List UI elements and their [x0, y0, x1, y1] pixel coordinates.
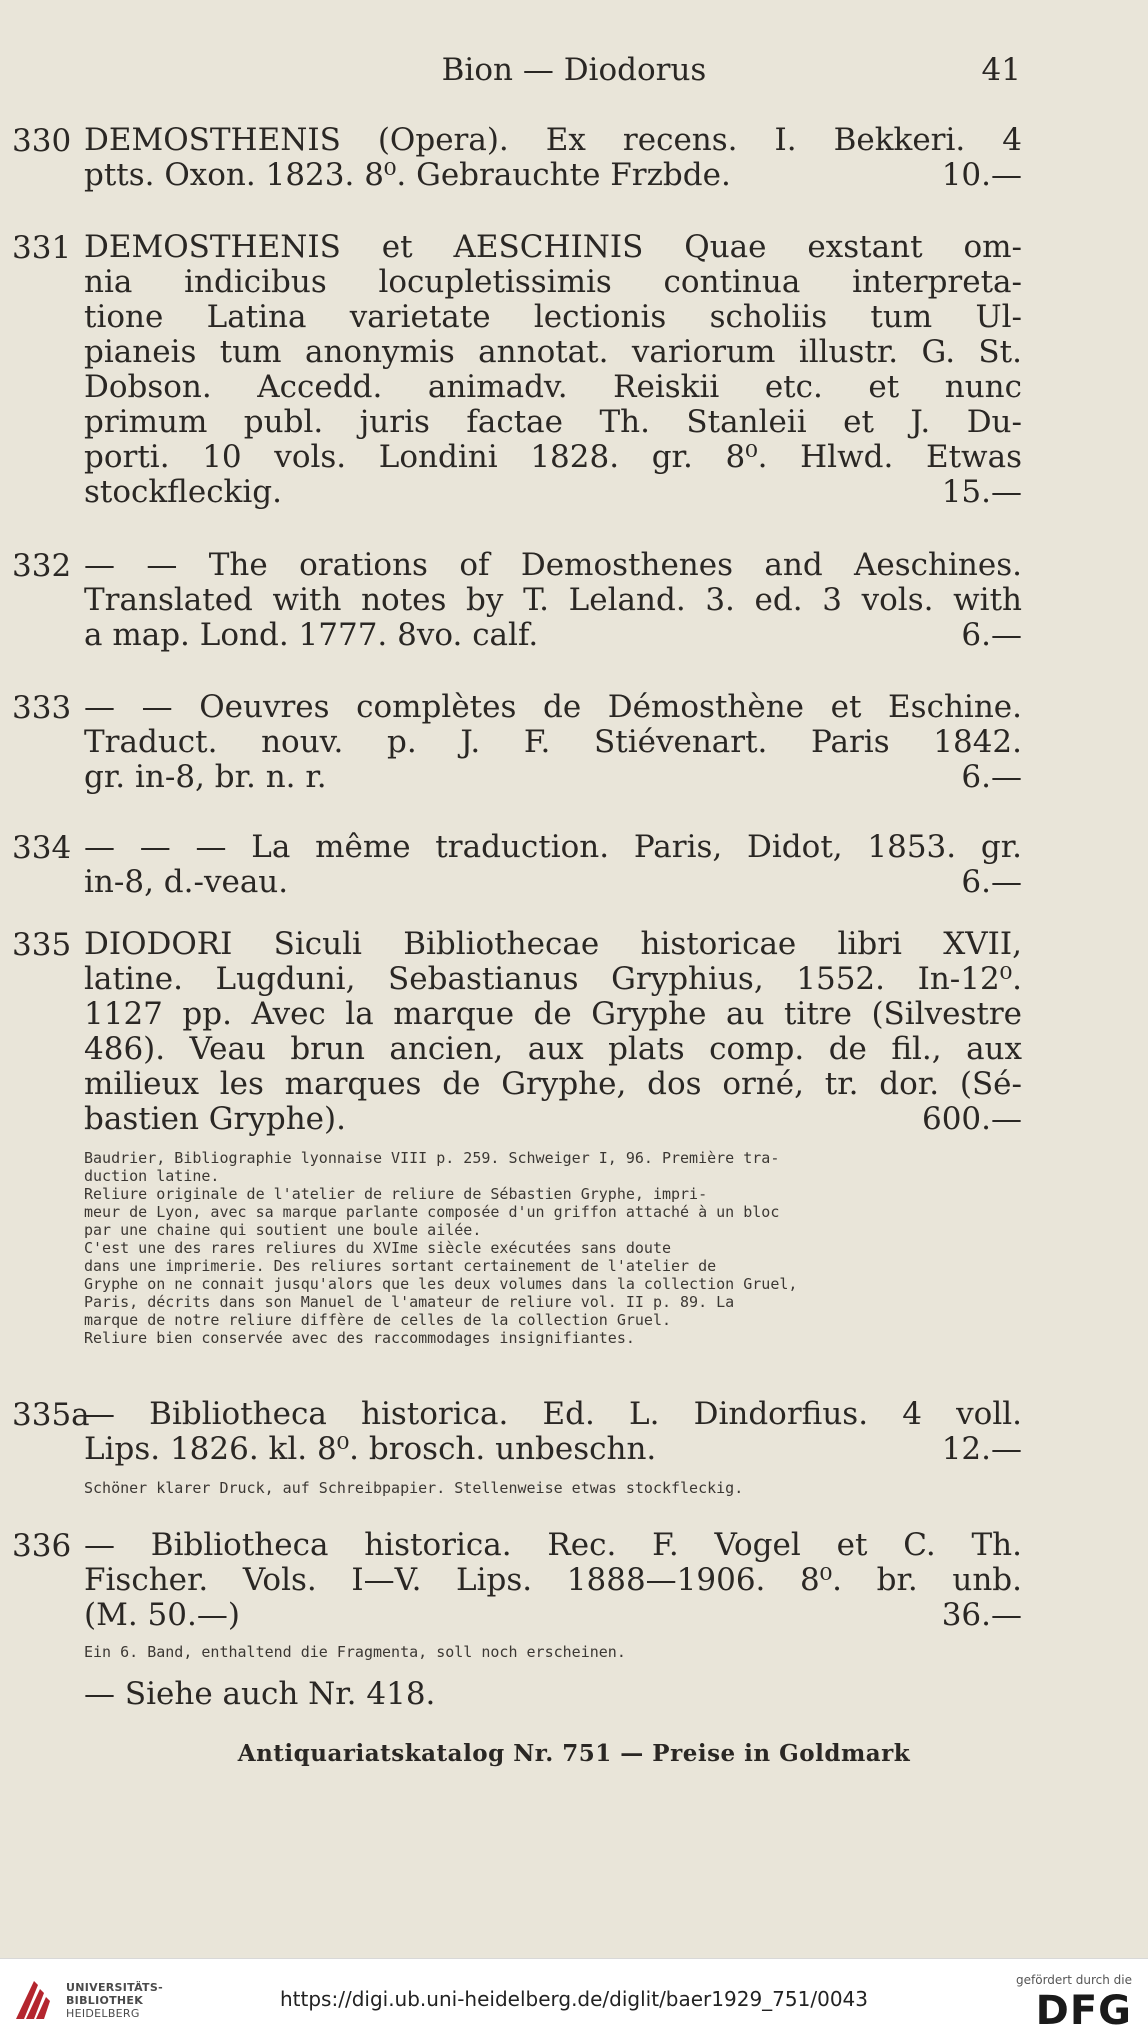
entry-line: milieux les marques de Gryphe, dos orné, tr. dor. (Sé-: [84, 1066, 1022, 1102]
entry-line: Fischer. Vols. I—V. Lips. 1888—1906. 8⁰. br. unb.: [84, 1562, 1022, 1598]
entry-line: 486). Veau brun ancien, aux plats comp. de fil., aux: [84, 1031, 1022, 1067]
price: 6.—: [961, 617, 1022, 653]
dfg-logo: DFG: [1035, 1988, 1132, 2034]
entry-line: nia indicibus locupletissimis continua interpreta-: [84, 264, 1022, 300]
entry-line: DEMOSTHENIS (Opera). Ex recens. I. Bekkeri. 4: [84, 122, 1022, 158]
price: 12.—: [941, 1431, 1022, 1467]
entry-line: Dobson. Accedd. animadv. Reiskii etc. et nunc: [84, 369, 1022, 405]
entry-line: a map. Lond. 1777. 8vo. calf. 6.—: [84, 617, 1022, 653]
price: 600.—: [921, 1101, 1022, 1137]
entry-line: — Bibliotheca historica. Rec. F. Vogel et C. Th.: [84, 1527, 1022, 1563]
price: 15.—: [941, 474, 1022, 510]
price: 10.—: [941, 157, 1022, 193]
see-also: — Siehe auch Nr. 418.: [84, 1676, 436, 1712]
entry-note-336: Ein 6. Band, enthaltend die Fragmenta, soll noch erscheinen.: [84, 1643, 626, 1661]
entry-line: — Bibliotheca historica. Ed. L. Dindorfius. 4 voll.: [84, 1396, 1022, 1432]
page-header: [0, 52, 1148, 92]
entry-text: [84, 230, 1022, 510]
price: 6.—: [961, 864, 1022, 900]
entry-line: in-8, d.-veau. 6.—: [84, 864, 1022, 900]
entry-line: Translated with notes by T. Leland. 3. ed. 3 vols. with: [84, 582, 1022, 618]
library-name: UNIVERSITÄTS- BIBLIOTHEK HEIDELBERG: [66, 1981, 163, 2020]
entry-text: [84, 1528, 1022, 1633]
price: 36.—: [941, 1597, 1022, 1633]
entry-number: 330: [12, 123, 72, 159]
entry-line: primum publ. juris factae Th. Stanleii et J. Du-: [84, 404, 1022, 440]
running-title: Bion — Diodorus: [441, 52, 707, 88]
entry-number: 334: [12, 830, 72, 866]
entry-line: (M. 50.—) 36.—: [84, 1597, 1022, 1633]
funding-label: gefördert durch die: [1016, 1973, 1132, 1987]
entry-line: porti. 10 vols. Londini 1828. gr. 8⁰. Hlwd. Etwas: [84, 439, 1022, 475]
entry-line: tione Latina varietate lectionis scholiis tum Ul-: [84, 299, 1022, 335]
page-number: 41: [981, 52, 1021, 88]
entry-line: — — Oeuvres complètes de Démosthène et Eschine.: [84, 689, 1022, 725]
entry-note-335: Baudrier, Bibliographie lyonnaise VIII p. 259. Schweiger I, 96. Première tra- duction latine. Reliure originale de l'atelier de reliure de Sébastien Gryphe, impri- meur de Lyon, avec sa marque parlante composée d'un griffon attaché à un bloc par une chaine qui soutient une boule ailée. C'est une des rares reliures du XVIme siècle exécutées sans doute dans une imprimerie. Des reliures sortant certainement de l'atelier de Gryphe on ne connait jusqu'alors que les deux volumes dans la collection Gruel, Paris, décrits dans son Manuel de l'amateur de reliure vol. II p. 89. La marque de notre reliure diffère de celles de la collection Gruel. Reliure bien conservée avec des raccommodages insignifiantes.: [84, 1149, 798, 1347]
entry-text: [84, 1397, 1022, 1467]
entry-text: [84, 830, 1022, 900]
entry-number: 332: [12, 548, 72, 584]
entry-line: gr. in-8, br. n. r. 6.—: [84, 759, 1022, 795]
entry-line: — — — La même traduction. Paris, Didot, 1853. gr.: [84, 829, 1022, 865]
entry-number: 335: [12, 927, 72, 963]
entry-line: DIODORI Siculi Bibliothecae historicae libri XVII,: [84, 926, 1022, 962]
price: 6.—: [961, 759, 1022, 795]
entry-line: stockfleckig. 15.—: [84, 474, 1022, 510]
entry-line: Lips. 1826. kl. 8⁰. brosch. unbeschn. 12.—: [84, 1431, 1022, 1467]
entry-line: DEMOSTHENIS et AESCHINIS Quae exstant om-: [84, 229, 1022, 265]
entry-text: [84, 123, 1022, 193]
entry-line: Traduct. nouv. p. J. F. Stiévenart. Paris 1842.: [84, 724, 1022, 760]
permalink-url[interactable]: https://digi.ub.uni-heidelberg.de/diglit/baer1929_751/0043: [280, 1987, 868, 2011]
viewer-bottom-bar: [0, 1958, 1148, 2042]
catalog-footer: Antiquariatskatalog Nr. 751 — Preise in Goldmark: [237, 1740, 911, 1767]
entry-text: [84, 548, 1022, 653]
entry-line: ptts. Oxon. 1823. 8⁰. Gebrauchte Frzbde. 10.—: [84, 157, 1022, 193]
entry-number: 333: [12, 690, 72, 726]
entry-text: [84, 690, 1022, 795]
entry-number: 331: [12, 230, 72, 266]
entry-number: 335a: [12, 1397, 90, 1433]
entry-number: 336: [12, 1528, 72, 1564]
entry-text: [84, 927, 1022, 1137]
entry-line: bastien Gryphe). 600.—: [84, 1101, 1022, 1137]
entry-line: latine. Lugduni, Sebastianus Gryphius, 1552. In-12⁰.: [84, 961, 1022, 997]
entry-note-335a: Schöner klarer Druck, auf Schreibpapier. Stellenweise etwas stockfleckig.: [84, 1479, 744, 1497]
entry-line: pianeis tum anonymis annotat. variorum illustr. G. St.: [84, 334, 1022, 370]
entry-line: 1127 pp. Avec la marque de Gryphe au titre (Silvestre: [84, 996, 1022, 1032]
entry-line: — — The orations of Demosthenes and Aeschines.: [84, 547, 1022, 583]
